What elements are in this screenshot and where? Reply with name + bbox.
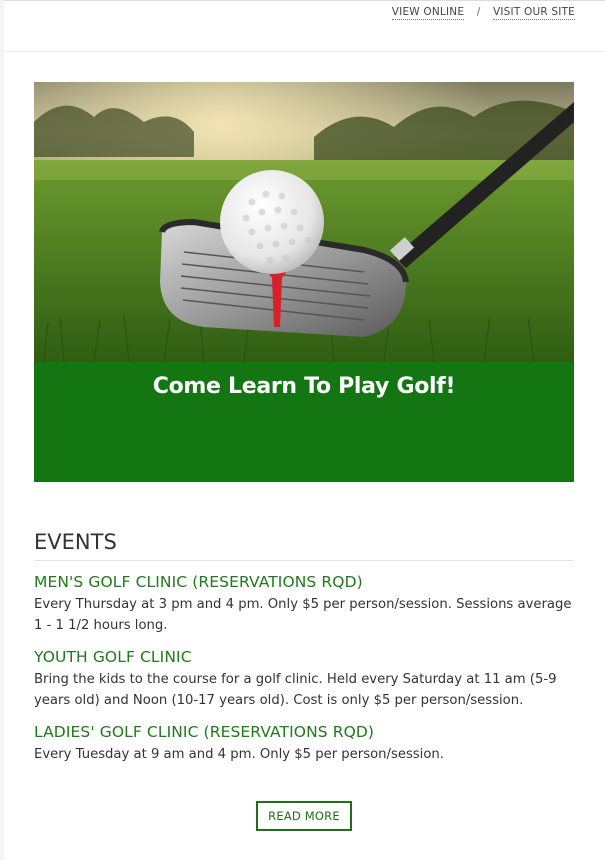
header-links	[392, 6, 575, 18]
event-item	[34, 573, 574, 636]
event-item	[34, 723, 574, 765]
hero-banner	[34, 362, 574, 482]
events-section	[34, 530, 574, 823]
hero-title: Come Learn To Play Golf!	[152, 374, 456, 399]
read-more-button[interactable]: READ MORE	[256, 801, 352, 831]
event-item	[34, 648, 574, 711]
read-more-wrapper	[34, 801, 574, 831]
golf-ball-icon	[34, 82, 574, 362]
event-description: Every Thursday at 3 pm and 4 pm. Only $5 per person/session. Sessions average 1 - 1 1/2 hours long.	[34, 597, 572, 633]
golf-hero-image	[34, 82, 574, 362]
link-separator: /	[476, 6, 481, 18]
event-title[interactable]: YOUTH GOLF CLINIC	[34, 648, 192, 666]
hero-section	[34, 82, 574, 482]
visit-site-link[interactable]: VISIT OUR SITE	[493, 6, 575, 18]
event-title[interactable]: MEN'S GOLF CLINIC (RESERVATIONS RQD)	[34, 573, 363, 591]
event-description: Bring the kids to the course for a golf clinic. Held every Saturday at 11 am (5-9 years old) and Noon (10-17 years old). Cost is only $5 per person/session.	[34, 672, 557, 708]
event-title[interactable]: LADIES' GOLF CLINIC (RESERVATIONS RQD)	[34, 723, 375, 741]
top-bar	[4, 1, 605, 52]
event-description: Every Tuesday at 9 am and 4 pm. Only $5 per person/session.	[34, 747, 444, 762]
view-online-link[interactable]: VIEW ONLINE	[391, 6, 465, 18]
events-heading: EVENTS	[34, 530, 574, 561]
